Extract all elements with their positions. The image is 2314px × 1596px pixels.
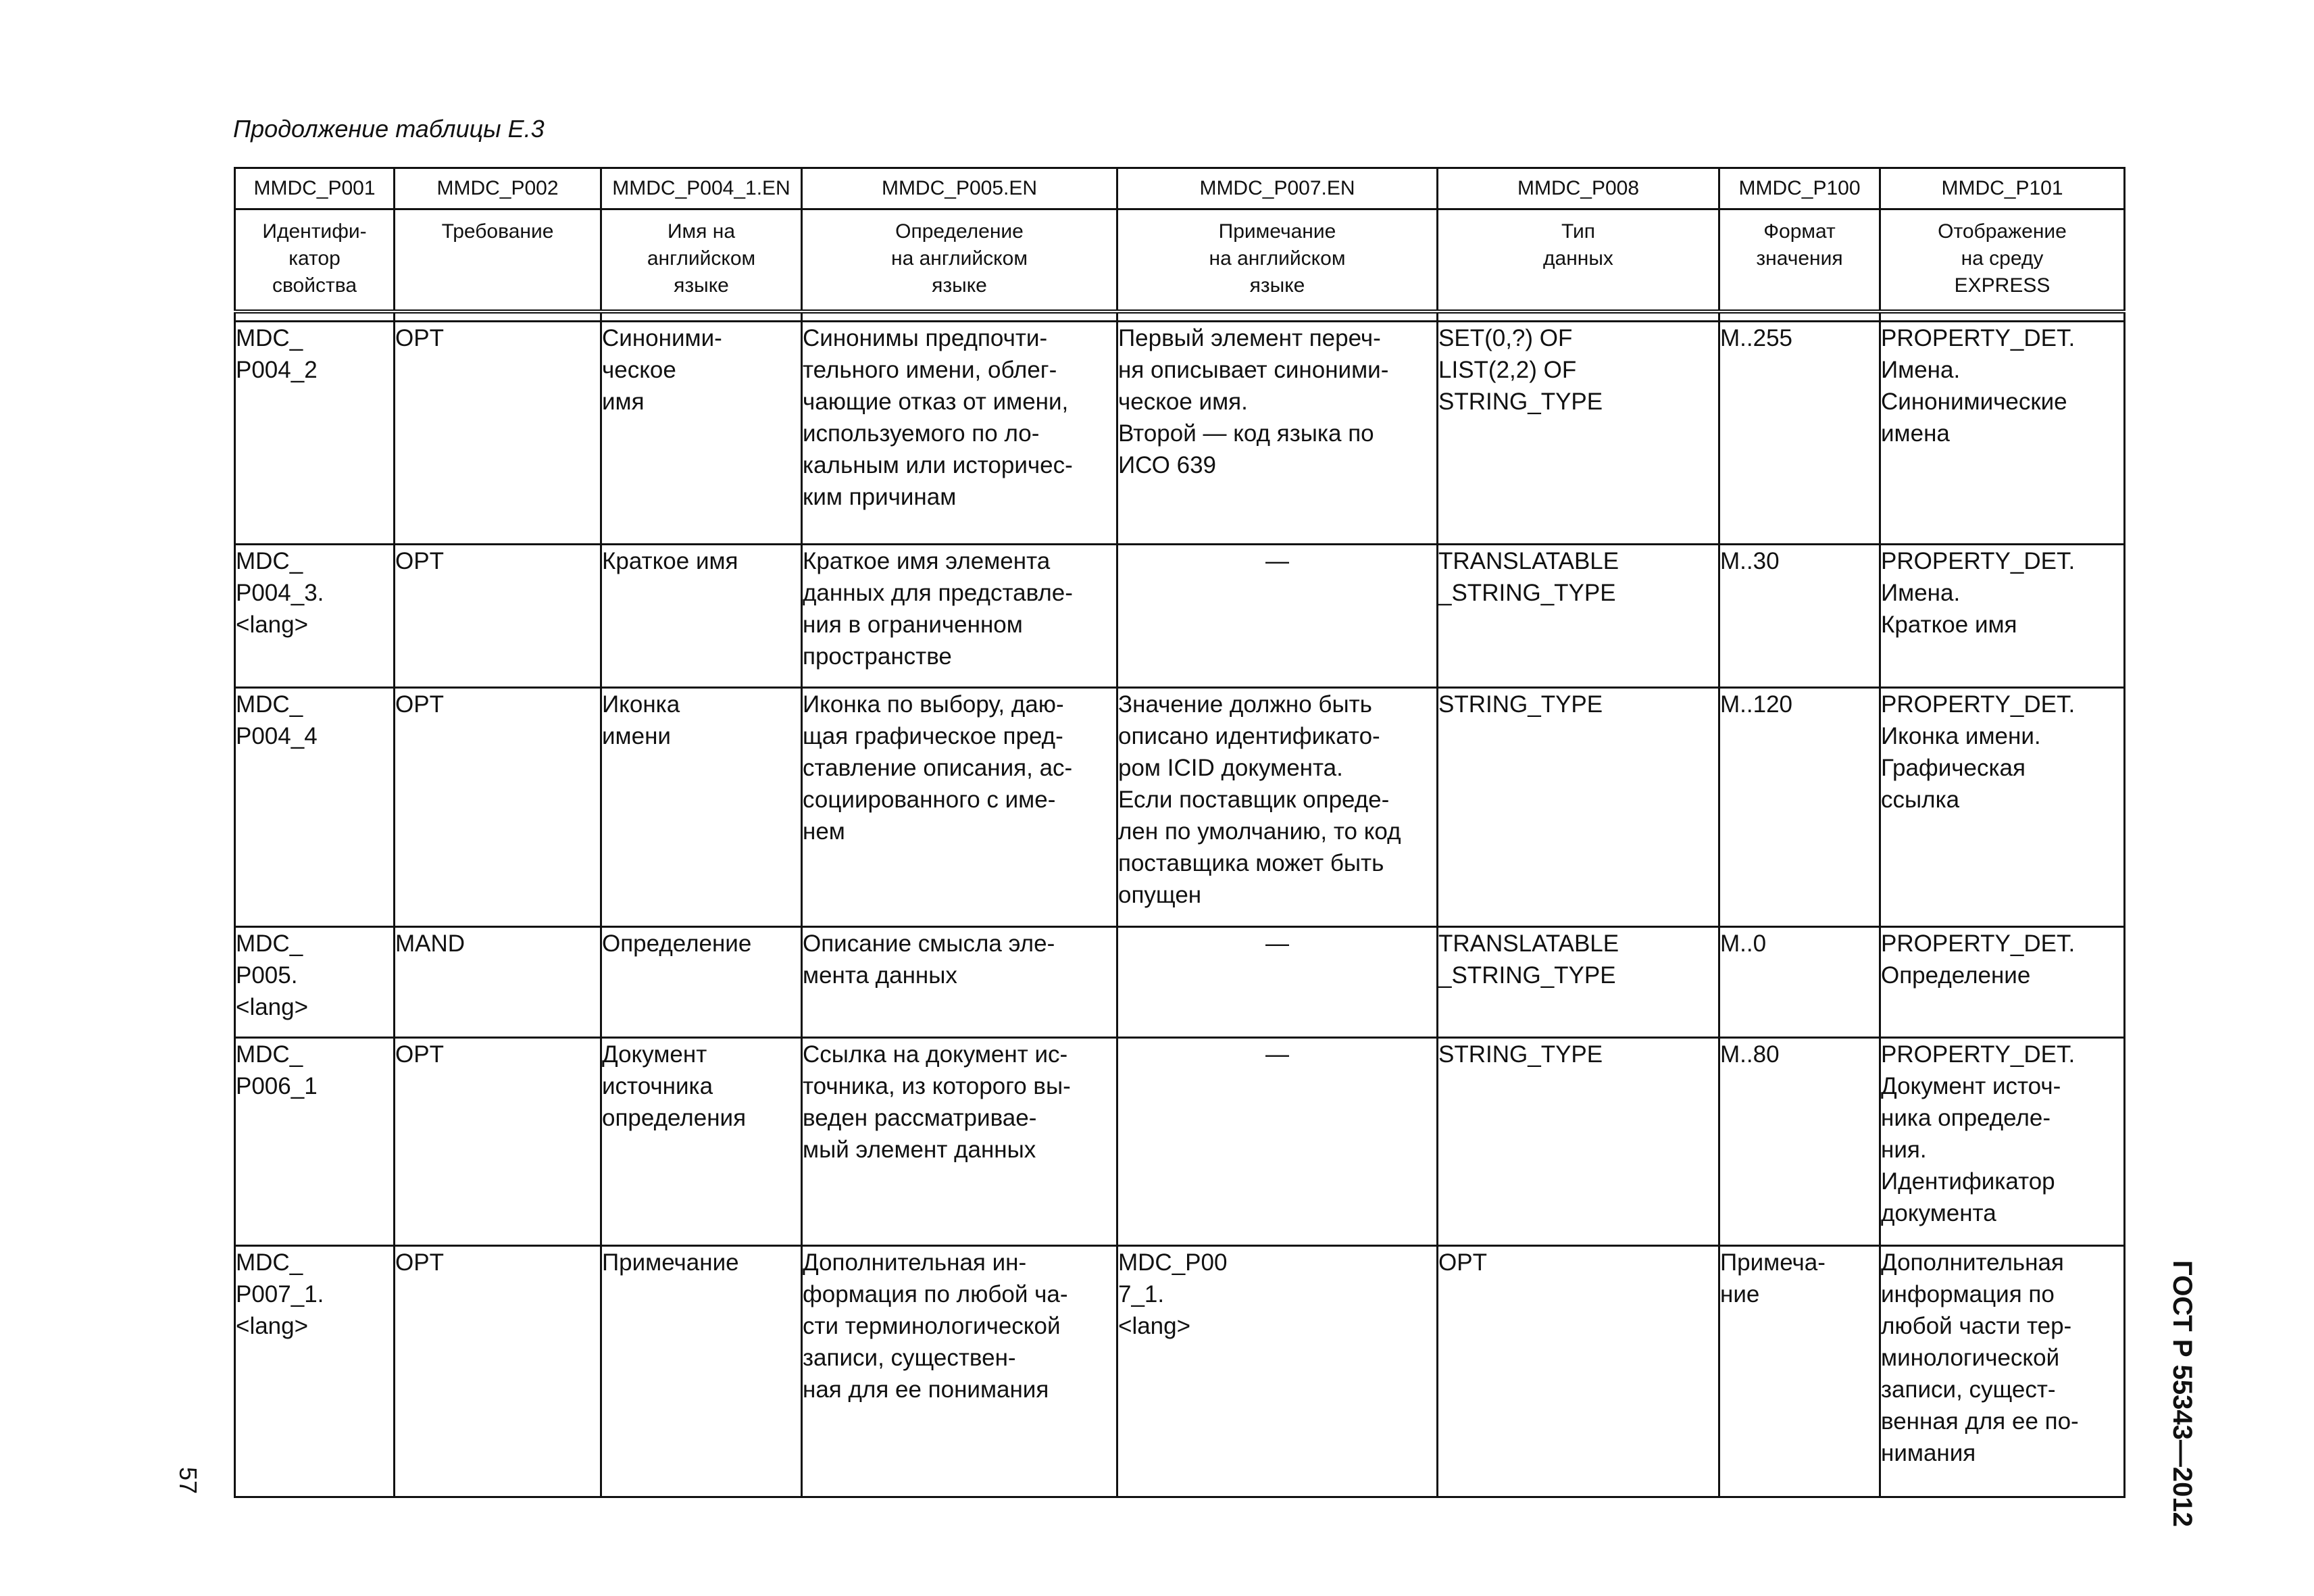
column-code: MMDC_P004_1.EN (601, 168, 802, 209)
english-name-cell: Краткое имя (601, 545, 802, 688)
value-format-cell: M..255 (1719, 322, 1880, 545)
express-mapping-cell: PROPERTY_DET. Документ источ- ника определе- ния. Идентификатор документа (1880, 1038, 2125, 1246)
value-format-cell: M..80 (1719, 1038, 1880, 1246)
definition-cell: Дополнительная ин- формация по любой ча- сти терминологической записи, существен- ная для ее понимания (802, 1246, 1117, 1497)
data-type-cell: TRANSLATABLE _STRING_TYPE (1438, 927, 1719, 1038)
note-cell: — (1117, 545, 1438, 688)
express-mapping-cell: PROPERTY_DET. Определение (1880, 927, 2125, 1038)
english-name-cell: Документ источника определения (601, 1038, 802, 1246)
requirement-cell: OPT (395, 322, 601, 545)
column-name: Определение на английском языке (802, 209, 1117, 312)
definition-cell: Краткое имя элемента данных для представле- ния в ограниченном пространстве (802, 545, 1117, 688)
note-cell: — (1117, 1038, 1438, 1246)
column-name-row (235, 209, 2125, 312)
data-type-cell: STRING_TYPE (1438, 688, 1719, 927)
properties-table (234, 167, 2126, 1498)
requirement-cell: MAND (395, 927, 601, 1038)
note-cell: — (1117, 927, 1438, 1038)
column-name: Формат значения (1719, 209, 1880, 312)
column-name: Имя на английском языке (601, 209, 802, 312)
column-name: Тип данных (1438, 209, 1719, 312)
note-cell: Значение должно быть описано идентификато- ром ICID документа. Если поставщик опреде- лен по умолчанию, то код поставщика может быть опущен (1117, 688, 1438, 927)
english-name-cell: Синоними- ческое имя (601, 322, 802, 545)
definition-cell: Описание смысла эле- мента данных (802, 927, 1117, 1038)
column-name: Идентифи- катор свойства (235, 209, 395, 312)
property-id-cell: MDC_ P004_3. <lang> (235, 545, 395, 688)
definition-cell: Иконка по выбору, даю- щая графическое пред- ставление описания, ас- социированного с име- нем (802, 688, 1117, 927)
table-row (235, 1038, 2125, 1246)
property-id-cell: MDC_ P004_2 (235, 322, 395, 545)
data-type-cell: OPT (1438, 1246, 1719, 1497)
column-code: MMDC_P001 (235, 168, 395, 209)
column-code: MMDC_P007.EN (1117, 168, 1438, 209)
data-type-cell: TRANSLATABLE _STRING_TYPE (1438, 545, 1719, 688)
column-code: MMDC_P005.EN (802, 168, 1117, 209)
data-type-cell: SET(0,?) OF LIST(2,2) OF STRING_TYPE (1438, 322, 1719, 545)
data-type-cell: STRING_TYPE (1438, 1038, 1719, 1246)
requirement-cell: OPT (395, 688, 601, 927)
note-cell: MDC_P00 7_1. <lang> (1117, 1246, 1438, 1497)
english-name-cell: Определение (601, 927, 802, 1038)
definition-cell: Синонимы предпочти- тельного имени, облег- чающие отказ от имени, используемого по ло- кальным или историчес- ким причинам (802, 322, 1117, 545)
column-code: MMDC_P100 (1719, 168, 1880, 209)
express-mapping-cell: PROPERTY_DET. Иконка имени. Графическая ссылка (1880, 688, 2125, 927)
table-row (235, 322, 2125, 545)
note-cell: Первый элемент переч- ня описывает синоними- ческое имя. Второй — код языка по ИСО 639 (1117, 322, 1438, 545)
requirement-cell: OPT (395, 1038, 601, 1246)
property-id-cell: MDC_ P004_4 (235, 688, 395, 927)
document-code: ГОСТ Р 55343—2012 (2167, 1260, 2197, 1527)
property-id-cell: MDC_ P006_1 (235, 1038, 395, 1246)
column-code-row (235, 168, 2125, 209)
value-format-cell: Примеча- ние (1719, 1246, 1880, 1497)
value-format-cell: M..0 (1719, 927, 1880, 1038)
column-name: Требование (395, 209, 601, 312)
table-row (235, 927, 2125, 1038)
column-name: Примечание на английском языке (1117, 209, 1438, 312)
table-row (235, 688, 2125, 927)
requirement-cell: OPT (395, 545, 601, 688)
express-mapping-cell: PROPERTY_DET. Имена. Синонимические имена (1880, 322, 2125, 545)
express-mapping-cell: Дополнительная информация по любой части тер- минологической записи, сущест- венная для ее по- нимания (1880, 1246, 2125, 1497)
column-code: MMDC_P008 (1438, 168, 1719, 209)
column-code: MMDC_P002 (395, 168, 601, 209)
property-id-cell: MDC_ P007_1. <lang> (235, 1246, 395, 1497)
value-format-cell: M..30 (1719, 545, 1880, 688)
english-name-cell: Примечание (601, 1246, 802, 1497)
table-row (235, 1246, 2125, 1497)
page-number: 57 (174, 1466, 203, 1495)
definition-cell: Ссылка на документ ис- точника, из которого вы- веден рассматривае- мый элемент данных (802, 1038, 1117, 1246)
column-code: MMDC_P101 (1880, 168, 2125, 209)
value-format-cell: M..120 (1719, 688, 1880, 927)
table-row (235, 545, 2125, 688)
column-name: Отображение на среду EXPRESS (1880, 209, 2125, 312)
express-mapping-cell: PROPERTY_DET. Имена. Краткое имя (1880, 545, 2125, 688)
requirement-cell: OPT (395, 1246, 601, 1497)
header-separator (235, 311, 2125, 322)
english-name-cell: Иконка имени (601, 688, 802, 927)
property-id-cell: MDC_ P005. <lang> (235, 927, 395, 1038)
table-caption: Продолжение таблицы Е.3 (233, 115, 545, 143)
